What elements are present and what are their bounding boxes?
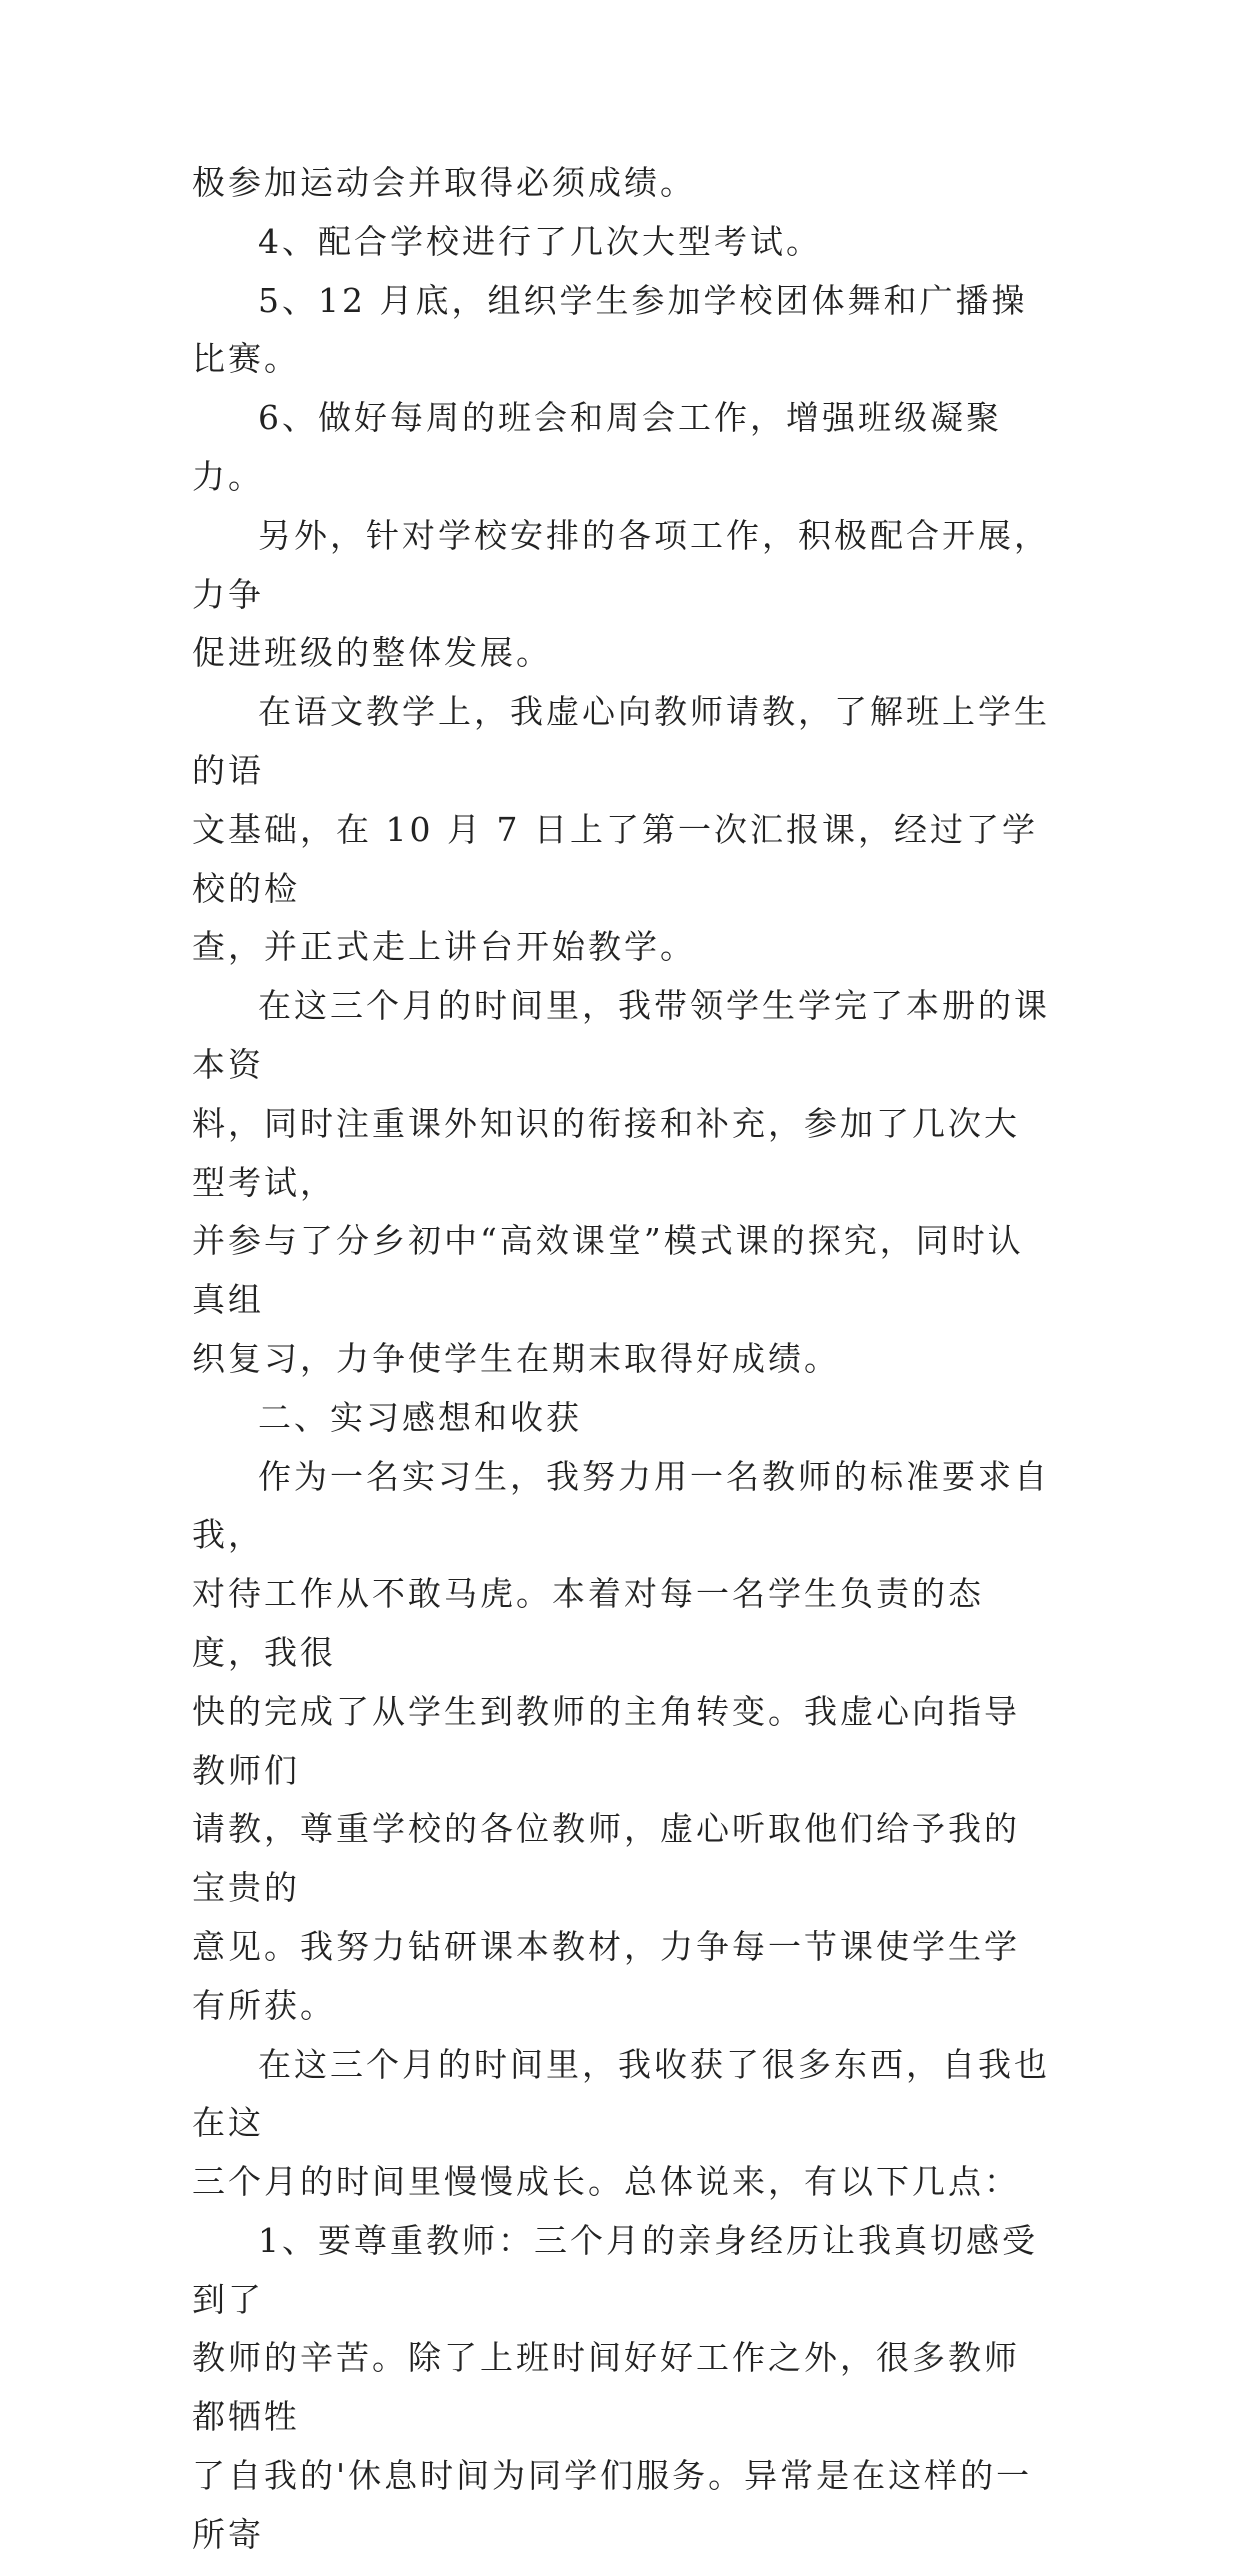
text-line: 三个月的时间里慢慢成长。总体说来，有以下几点： — [192, 2162, 1020, 2202]
text-line: 1、要尊重教师：三个月的亲身经历让我真切感受到了 — [192, 2220, 1038, 2319]
text-line: 快的完成了从学生到教师的主角转变。我虚心向指导教师们 — [192, 1691, 1020, 1790]
text-line: 6、做好每周的班会和周会工作，增强班级凝聚力。 — [192, 398, 1002, 496]
text-line: 作为一名实习生，我努力用一名教师的标准要求自我， — [192, 1456, 1050, 1555]
text-line: 教师的辛苦。除了上班时间好好工作之外，很多教师都牺牲 — [192, 2338, 1020, 2437]
text-line: 在这三个月的时间里，我收获了很多东西，自我也在这 — [192, 2044, 1050, 2143]
text-line: 文基础，在 10 月 7 日上了第一次汇报课，经过了学校的检 — [192, 809, 1038, 908]
text-line: 意见。我努力钻研课本教材，力争每一节课使学生学有所获。 — [192, 1926, 1020, 2025]
text-line: 在语文教学上，我虚心向教师请教，了解班上学生的语 — [192, 692, 1050, 790]
text-line: 了自我的'休息时间为同学们服务。异常是在这样的一所寄 — [192, 2456, 1033, 2554]
text-line: 4、配合学校进行了几次大型考试。 — [258, 221, 822, 261]
text-line: 织复习，力争使学生在期末取得好成绩。 — [192, 1338, 840, 1378]
text-line: 另外，针对学校安排的各项工作，积极配合开展，力争 — [192, 515, 1050, 614]
text-line: 极参加运动会并取得必须成绩。 — [192, 163, 696, 202]
text-line: 料，同时注重课外知识的衔接和补充，参加了几次大型考试， — [192, 1103, 1020, 1202]
text-line: 请教，尊重学校的各位教师，虚心听取他们给予我的宝贵的 — [192, 1809, 1020, 1908]
text-line: 促进班级的整体发展。 — [192, 633, 552, 673]
text-line: 在这三个月的时间里，我带领学生学完了本册的课本资 — [192, 986, 1050, 1084]
section-heading: 二、实习感想和收获 — [258, 1397, 582, 1437]
text-line: 查，并正式走上讲台开始教学。 — [192, 927, 696, 967]
document-body — [192, 154, 1052, 2565]
text-line: 对待工作从不敢马虎。本着对每一名学生负责的态度，我很 — [192, 1574, 984, 1672]
text-line: 并参与了分乡初中“高效课堂”模式课的探究，同时认真组 — [192, 1221, 1024, 1320]
text-line: 5、12 月底，组织学生参加学校团体舞和广播操比赛。 — [192, 280, 1028, 379]
